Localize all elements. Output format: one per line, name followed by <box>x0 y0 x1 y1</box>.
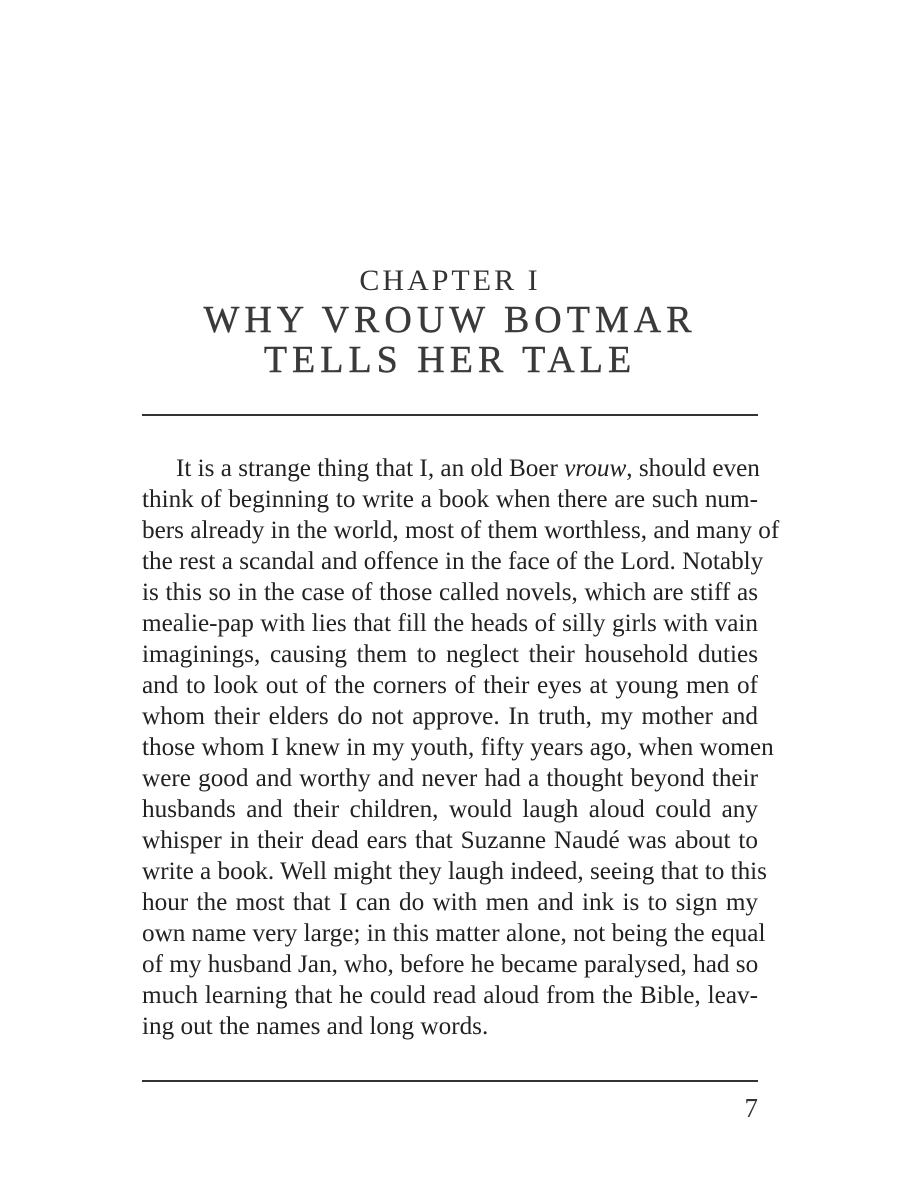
text-line: bers already in the world, most of them worthless, and many of <box>142 517 780 544</box>
text-line: the rest a scandal and offence in the face of the Lord. Notably <box>142 548 764 575</box>
text-line: own name very large; in this matter alone, not being the equal <box>142 920 766 947</box>
page-number: 7 <box>744 1093 758 1123</box>
text-line: hour the most that I can do with men and ink is to sign my <box>142 889 758 916</box>
chapter-number: CHAPTER I <box>359 264 541 297</box>
text-line: imaginings, causing them to neglect their household duties <box>142 641 758 668</box>
text-line: ing out the names and long words. <box>142 1013 489 1040</box>
text-line: whom their elders do not approve. In truth, my mother and <box>142 703 758 730</box>
body-paragraph <box>142 453 780 1042</box>
text-line: those whom I knew in my youth, fifty years ago, when women <box>142 734 774 761</box>
text-line: is this so in the case of those called novels, which are stiff as <box>142 579 758 606</box>
text-line: write a book. Well might they laugh indeed, seeing that to this <box>142 858 767 885</box>
text-line: It is a strange thing that I, an old Boer vrouw, should even <box>176 455 760 482</box>
top-divider <box>142 414 758 416</box>
text-line: think of beginning to write a book when there are such num- <box>142 486 758 513</box>
italic-word: vrouw <box>564 455 627 482</box>
text-line: whisper in their dead ears that Suzanne Naudé was about to <box>142 827 758 854</box>
text-line: and to look out of the corners of their eyes at young men of <box>142 672 758 699</box>
text-line: husbands and their children, would laugh aloud could any <box>142 796 758 823</box>
chapter-heading <box>0 262 900 380</box>
chapter-title-line-2: TELLS HER TALE <box>263 339 637 381</box>
text-line: much learning that he could read aloud from the Bible, leav- <box>142 982 758 1009</box>
text-line: of my husband Jan, who, before he became paralysed, had so <box>142 951 759 978</box>
text-line: mealie-pap with lies that fill the heads of silly girls with vain <box>142 610 758 637</box>
chapter-title-line-1: WHY VROUW BOTMAR <box>203 299 697 341</box>
bottom-divider <box>142 1080 758 1082</box>
text-line: were good and worthy and never had a thought beyond their <box>142 765 758 792</box>
